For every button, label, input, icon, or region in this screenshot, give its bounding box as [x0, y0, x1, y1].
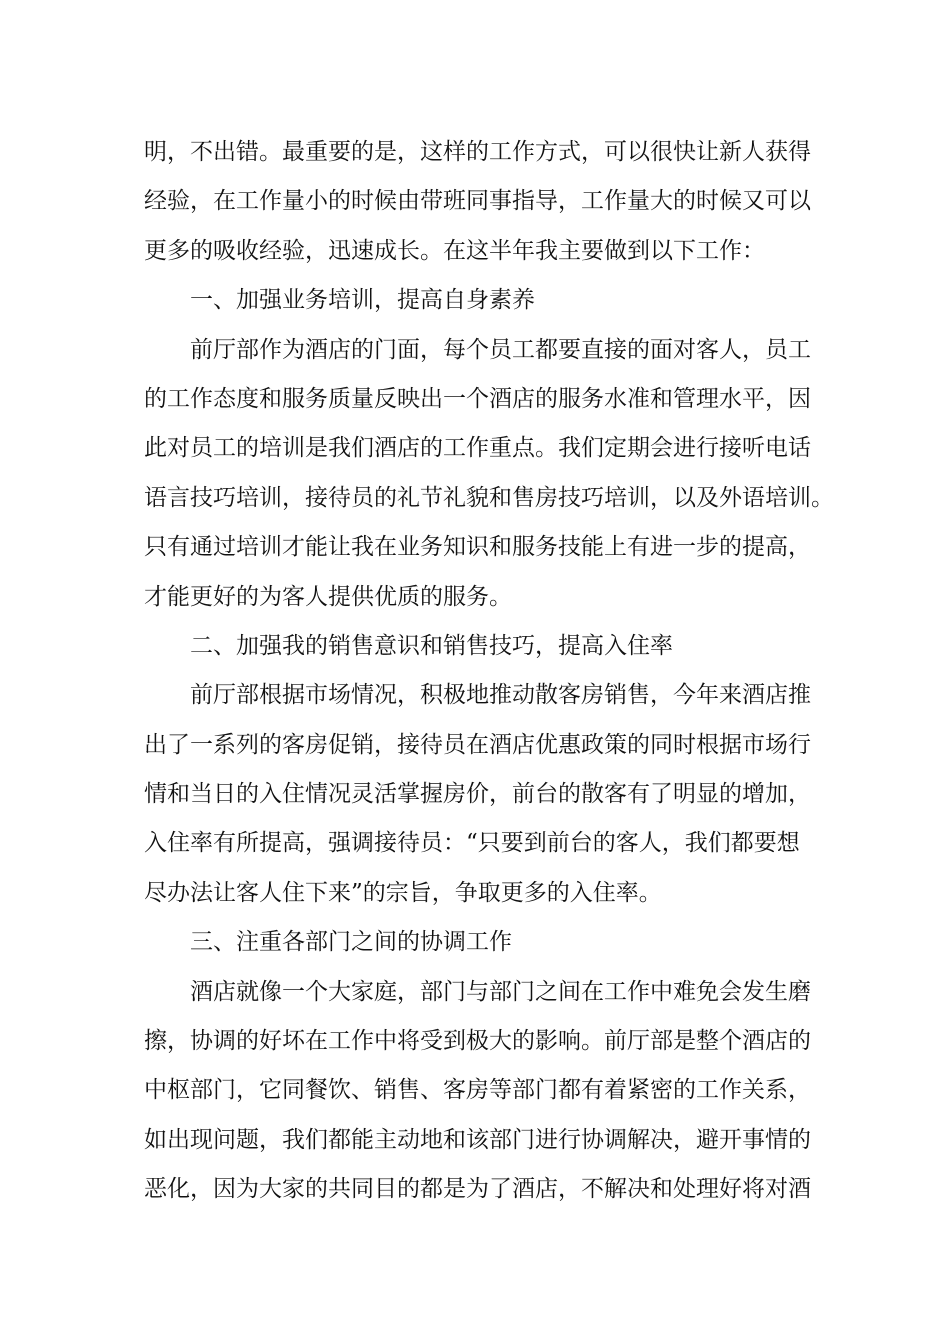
text-line: 的工作态度和服务质量反映出一个酒店的服务水准和管理水平，因 — [144, 385, 811, 412]
text-line: 酒店就像一个大家庭，部门与部门之间在工作中难免会发生磨 — [190, 978, 811, 1005]
text-line: 中枢部门，它同餐饮、销售、客房等部门都有着紧密的工作关系， — [144, 1077, 811, 1104]
text-line: 情和当日的入住情况灵活掌握房价，前台的散客有了明显的增加， — [144, 781, 811, 808]
section-heading: 二、加强我的销售意识和销售技巧，提高入住率 — [190, 632, 673, 659]
section-heading: 一、加强业务培训，提高自身素养 — [190, 287, 535, 314]
text-line: 如出现问题，我们都能主动地和该部门进行协调解决，避开事情的 — [144, 1126, 811, 1153]
body-text — [144, 128, 834, 1215]
text-line: 只有通过培训才能让我在业务知识和服务技能上有进一步的提高， — [144, 534, 811, 561]
text-line: 入住率有所提高，强调接待员：“只要到前台的客人，我们都要想 — [144, 830, 800, 857]
text-line: 出了一系列的客房促销，接待员在酒店优惠政策的同时根据市场行 — [144, 731, 811, 758]
text-line: 前厅部根据市场情况，积极地推动散客房销售，今年来酒店推 — [190, 682, 811, 709]
text-line: 才能更好的为客人提供优质的服务。 — [144, 583, 512, 610]
text-line: 恶化，因为大家的共同目的都是为了酒店，不解决和处理好将对酒 — [144, 1176, 811, 1203]
text-line: 前厅部作为酒店的门面，每个员工都要直接的面对客人，员工 — [190, 336, 811, 363]
text-line: 明，不出错。最重要的是，这样的工作方式，可以很快让新人获得 — [144, 139, 811, 165]
text-line: 尽办法让客人住下来”的宗旨，争取更多的入住率。 — [144, 879, 662, 906]
text-line: 擦，协调的好坏在工作中将受到极大的影响。前厅部是整个酒店的 — [144, 1028, 811, 1055]
text-line: 更多的吸收经验，迅速成长。在这半年我主要做到以下工作： — [144, 237, 765, 264]
text-line: 经验，在工作量小的时候由带班同事指导，工作量大的时候又可以 — [144, 188, 811, 215]
section-heading: 三、注重各部门之间的协调工作 — [190, 929, 512, 956]
text-line: 语言技巧培训，接待员的礼节礼貌和售房技巧培训，以及外语培训。 — [144, 484, 834, 511]
text-line: 此对员工的培训是我们酒店的工作重点。我们定期会进行接听电话 — [144, 435, 811, 462]
